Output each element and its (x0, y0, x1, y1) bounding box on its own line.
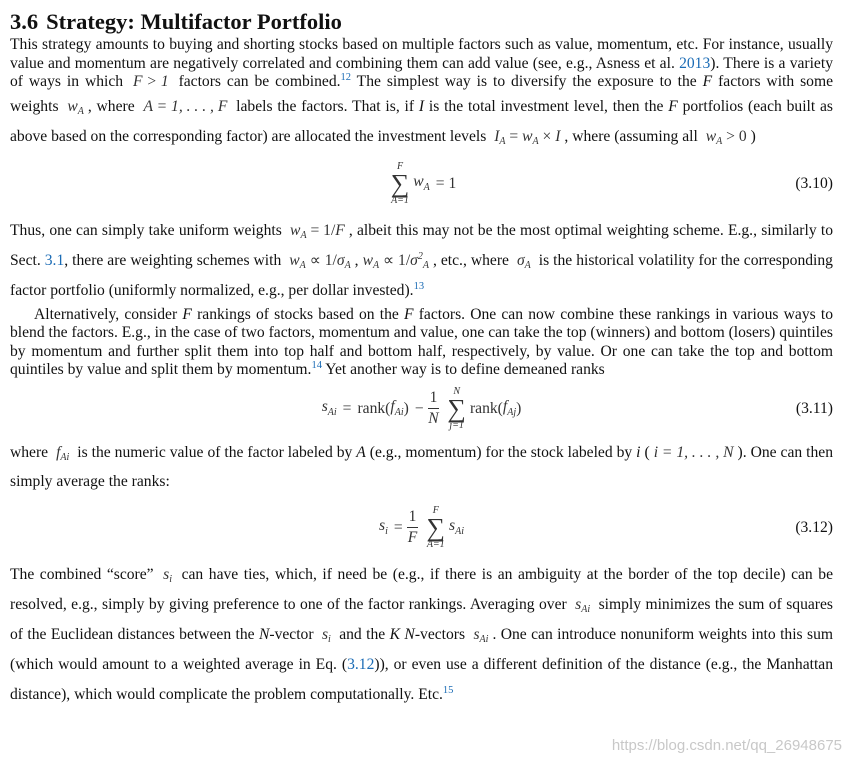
math-wA-prop-inv-sigma: $w_A \propto 1/\sigma_A$ (289, 251, 351, 271)
watermark: https://blog.csdn.net/qq_26948675 (611, 737, 842, 754)
paragraph-3 (10, 306, 833, 380)
eq12-si: $s_i$ (379, 517, 388, 538)
p1-text-e: factors with some weights (10, 73, 833, 115)
math-A: A (356, 443, 366, 461)
equation-3-10-body (10, 152, 833, 216)
sum-upper-limit: F (396, 160, 404, 172)
p1-text-b: ). There is a variety of ways in which (10, 54, 833, 90)
math-si-2: $s_i$ (321, 625, 331, 645)
eq10-wA: $w_A$ (413, 173, 430, 194)
paragraph-5 (10, 560, 833, 710)
p5-text-c: simply minimizes the sum of squares of the Euclidean distances between the (10, 595, 833, 643)
eq11-sum-symbol: N ∑ j=1 (447, 385, 466, 431)
p1-text-k: ) (750, 127, 756, 145)
section-heading (10, 8, 833, 36)
math-i-range: i = 1, . . . , N (653, 443, 734, 461)
p4-text-b: is the numeric value of the factor labeled by (73, 443, 357, 461)
equation-number-3-10: (3.10) (795, 174, 833, 192)
p1-text-a: This strategy amounts to buying and shorting stocks based on multiple factors such as value, momentum, etc. For instance, usually value and momentum are negatively correlated and combining them can add value (see, e.g., Asness et al. (10, 36, 833, 72)
math-wA-uniform: $w_A = 1/F$ (290, 221, 345, 241)
math-fAi: $f_{Ai}$ (56, 443, 70, 463)
equation-3-11 (10, 380, 833, 438)
math-sigmaA: $\sigma_A$ (516, 251, 531, 271)
p1-text-g: labels the factors. That is, if (231, 97, 419, 115)
eq12-sum-lower: A=1 (426, 538, 445, 550)
math-N: N (258, 625, 270, 643)
math-i: i (636, 443, 641, 461)
p5-text-b: can have ties, which, if need be (e.g., if there is an ambiguity at the border of the top decile) can be resolved, e.g., simply by giving preference to one of the factor rankings. Averaging over (10, 565, 833, 613)
equation-3-10 (10, 152, 833, 216)
footnote-15[interactable]: 15 (442, 684, 454, 696)
p3-text-c: factors. One can now combine these rankings in various ways to blend the factors. E.g., in the case of two factors, momentum and value, one can take the top (winners) and bottom (losers) quintiles by momentum and further split them into top half and bottom half, respectively, by value. Or one can take the top and bottom quintiles by value and split them by momentum. (10, 305, 833, 378)
paragraph-4 (10, 438, 833, 496)
math-F-2: F (668, 97, 678, 115)
p1-text-j: , where (assuming all (564, 127, 702, 145)
p1-text-f: , where (87, 97, 140, 115)
p2-text-c: , there are weighting schemes with (64, 251, 286, 269)
eq11-sum-upper: N (453, 385, 461, 397)
page (10, 8, 833, 710)
footnote-13[interactable]: 13 (413, 280, 425, 292)
citation-asness-2013[interactable]: 2013 (679, 54, 711, 72)
p2-text-e: is the historical volatility for the corresponding factor portfolio (uniformly normalized, e.g., per dollar invested). (10, 251, 833, 299)
p5-text-h: )), or even use a different definition of the distance (e.g., the Manhattan distance), which would complicate the problem computationally. Etc. (10, 655, 834, 703)
section-number: 3.6 (10, 9, 39, 34)
p1-text-d: The simplest way is to diversify the exposure to the (351, 73, 703, 90)
p4-text-e: ). One can then simply average the ranks: (10, 443, 833, 490)
equation-number-3-11: (3.11) (795, 399, 833, 417)
math-F-gt-1: F > 1 (132, 73, 169, 90)
math-N-2: N (404, 625, 415, 643)
equation-ref-3-12[interactable]: 3.12 (347, 655, 375, 673)
paragraph-1 (10, 36, 833, 152)
math-F-3: F (182, 305, 192, 323)
eq10-rhs: = 1 (435, 174, 457, 192)
sum-lower-limit: A=1 (391, 194, 409, 206)
math-F: F (702, 73, 713, 90)
p2-text-a: Thus, one can simply take uniform weights (10, 221, 287, 239)
p4-text-c: (e.g., momentum) for the stock labeled by (365, 443, 637, 461)
footnote-12[interactable]: 12 (340, 71, 352, 83)
p3-text-a: Alternatively, consider (34, 305, 183, 323)
eq12-sum-symbol: F ∑ A=1 (426, 504, 446, 550)
equation-3-12 (10, 496, 833, 560)
math-IA-eq: $I_A = w_A \times I$ (494, 127, 561, 147)
p5-text-g: . One can introduce nonuniform weights into this sum (which would amount to a weighted average in Eq. ( (10, 625, 834, 673)
math-sAi-2: $s_{Ai}$ (473, 625, 489, 645)
eq11-fraction: $\frac{1}{N}$ (428, 389, 439, 427)
p4-text-a: where (10, 443, 53, 461)
eq11-sAi: $s_{Ai}$ (321, 398, 337, 419)
p3-text-b: rankings of stocks based on the (191, 305, 404, 323)
p5-text-a: The combined “score” (10, 565, 160, 583)
eq12-fraction: $\frac{1}{F}$ (407, 508, 418, 546)
p5-text-f: -vectors (414, 625, 470, 643)
sum-symbol: F ∑ A=1 (390, 160, 410, 206)
equation-3-12-body: $s_i$ = $\frac{1}{F}$ F ∑ A=1 $s_{Ai}$ (379, 504, 464, 550)
p5-text-d: -vector (269, 625, 318, 643)
p1-text-i: portfolios (each built as above based on the corresponding factor) are allocated the investment levels (10, 97, 833, 145)
p2-text-b: , albeit this may not be the most optimal weighting scheme. E.g., similarly to Sect. (10, 221, 833, 269)
equation-3-11-body: $s_{Ai}$ = rank ( $f_{Ai}$ ) − $\frac{1}{N}$ N ∑ j=1 rank ( $f_{Aj}$ ) (321, 385, 522, 431)
eq11-denominator: N (428, 410, 439, 427)
eq12-denominator: F (407, 529, 418, 546)
section-title: Strategy: Multifactor Portfolio (46, 9, 342, 34)
p1-text-c: factors can be combined. (172, 73, 341, 90)
p4-text-d: ( (640, 443, 650, 461)
math-F-4: F (404, 305, 414, 323)
equation-number-3-12: (3.12) (795, 518, 833, 536)
math-I: I (418, 97, 425, 115)
math-wA-positive: $w_A > 0$ (705, 127, 747, 147)
p3-text-d: Yet another way is to define demeaned ranks (321, 361, 605, 378)
eq12-sum-upper: F (432, 504, 439, 516)
eq11-sum-lower: j=1 (449, 419, 464, 431)
math-A-range: A = 1, . . . , F (143, 97, 228, 115)
math-wA: $w_A$ (67, 97, 84, 117)
math-wA-prop-inv-sigma2: $w_A \propto 1/\sigma^2_A$ (362, 250, 429, 271)
p5-text-e: and the (334, 625, 390, 643)
math-si: $s_i$ (163, 565, 173, 585)
math-K: K (389, 625, 401, 643)
p2-text-d: , etc., where (432, 251, 513, 269)
eq11-rank-1: rank (357, 399, 386, 417)
p1-text-h: is the total investment level, then the (424, 97, 669, 115)
paragraph-2: Thus, one can simply take uniform weights $w_A = 1/F$ , albeit this may not be the most optimal weighting scheme. E.g., similarly to Sect. 3.1, there are weighting schemes with $w_A \propto 1/\sigma_A$ , $w_A \propto 1/\sigma^2_A$ , etc., where $\sigma_A$ is the historical volatility for the corresponding factor portfolio (uniformly normalized, e.g., per dollar invested).$^{13}$ (10, 216, 833, 306)
section-ref-3-1[interactable]: 3.1 (44, 251, 65, 269)
eq11-rank-2: rank (469, 399, 498, 417)
math-sAi: $s_{Ai}$ (575, 595, 591, 615)
footnote-14[interactable]: 14 (311, 359, 322, 371)
